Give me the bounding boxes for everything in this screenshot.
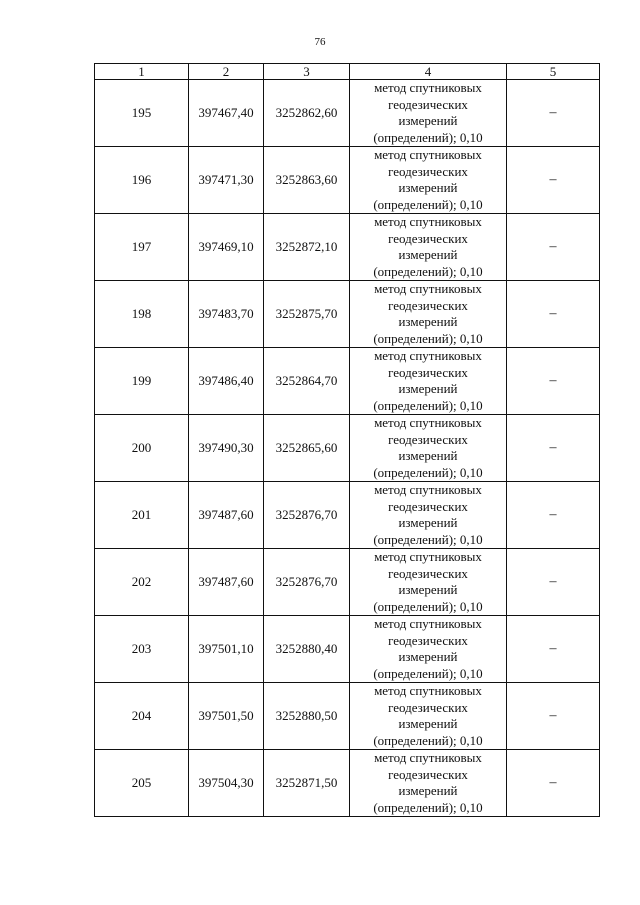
method-text-line: геодезических — [388, 431, 468, 447]
x-coordinate-cell: 397501,50 — [189, 683, 264, 750]
header-col-5: 5 — [507, 64, 600, 80]
method-text-line: геодезических — [388, 699, 468, 715]
table-row — [95, 147, 600, 214]
method-text-line: измерений — [398, 381, 458, 396]
method-text-line: измерений — [398, 783, 458, 798]
table-row — [95, 214, 600, 281]
x-coordinate-cell: 397471,30 — [189, 147, 264, 214]
table-body — [95, 80, 600, 817]
y-coordinate-cell: 3252864,70 — [264, 348, 350, 415]
header-col-3: 3 — [264, 64, 350, 80]
x-coordinate-cell: 397487,60 — [189, 482, 264, 549]
method-text-line: измерений — [398, 716, 458, 731]
method-text-line: метод спутниковых — [374, 482, 482, 497]
point-number-cell: 197 — [95, 214, 189, 281]
table-header-row — [95, 64, 600, 80]
method-text-line: геодезических — [388, 364, 468, 380]
y-coordinate-cell: 3252863,60 — [264, 147, 350, 214]
col5-dash-cell: – — [507, 616, 600, 683]
method-text-line: метод спутниковых — [374, 750, 482, 765]
method-text-line: (определений); 0,10 — [373, 129, 483, 145]
y-coordinate-cell: 3252872,10 — [264, 214, 350, 281]
method-cell — [350, 616, 507, 683]
method-text-line: измерений — [398, 314, 458, 329]
x-coordinate-cell: 397487,60 — [189, 549, 264, 616]
method-text-line: геодезических — [388, 498, 468, 514]
method-text-line: (определений); 0,10 — [373, 665, 483, 681]
method-text-line: (определений); 0,10 — [373, 598, 483, 614]
y-coordinate-cell: 3252880,40 — [264, 616, 350, 683]
method-text-line: геодезических — [388, 96, 468, 112]
table-row — [95, 616, 600, 683]
method-cell — [350, 750, 507, 817]
method-cell — [350, 80, 507, 147]
x-coordinate-cell: 397469,10 — [189, 214, 264, 281]
x-coordinate-cell: 397483,70 — [189, 281, 264, 348]
method-cell — [350, 415, 507, 482]
col5-dash-cell: – — [507, 415, 600, 482]
header-col-2: 2 — [189, 64, 264, 80]
table-row — [95, 80, 600, 147]
method-text-line: измерений — [398, 113, 458, 128]
point-number-cell: 198 — [95, 281, 189, 348]
col5-dash-cell: – — [507, 147, 600, 214]
table-row — [95, 281, 600, 348]
header-col-4: 4 — [350, 64, 507, 80]
y-coordinate-cell: 3252862,60 — [264, 80, 350, 147]
method-text-line: измерений — [398, 649, 458, 664]
method-text-line: метод спутниковых — [374, 348, 482, 363]
point-number-cell: 199 — [95, 348, 189, 415]
method-cell — [350, 549, 507, 616]
y-coordinate-cell: 3252876,70 — [264, 482, 350, 549]
y-coordinate-cell: 3252876,70 — [264, 549, 350, 616]
method-text-line: геодезических — [388, 297, 468, 313]
method-text-line: (определений); 0,10 — [373, 397, 483, 413]
header-col-1: 1 — [95, 64, 189, 80]
col5-dash-cell: – — [507, 482, 600, 549]
point-number-cell: 203 — [95, 616, 189, 683]
table-row — [95, 348, 600, 415]
method-text-line: геодезических — [388, 230, 468, 246]
col5-dash-cell: – — [507, 214, 600, 281]
col5-dash-cell: – — [507, 281, 600, 348]
method-text-line: измерений — [398, 582, 458, 597]
method-text-line: метод спутниковых — [374, 80, 482, 95]
method-text-line: метод спутниковых — [374, 549, 482, 564]
x-coordinate-cell: 397467,40 — [189, 80, 264, 147]
method-text-line: геодезических — [388, 632, 468, 648]
table-row — [95, 482, 600, 549]
method-cell — [350, 482, 507, 549]
y-coordinate-cell: 3252865,60 — [264, 415, 350, 482]
method-text-line: метод спутниковых — [374, 415, 482, 430]
method-text-line: (определений); 0,10 — [373, 330, 483, 346]
x-coordinate-cell: 397490,30 — [189, 415, 264, 482]
method-cell — [350, 214, 507, 281]
method-text-line: геодезических — [388, 766, 468, 782]
col5-dash-cell: – — [507, 750, 600, 817]
coordinates-table — [94, 63, 600, 817]
method-text-line: (определений); 0,10 — [373, 732, 483, 748]
x-coordinate-cell: 397486,40 — [189, 348, 264, 415]
x-coordinate-cell: 397501,10 — [189, 616, 264, 683]
table-row — [95, 683, 600, 750]
method-cell — [350, 147, 507, 214]
col5-dash-cell: – — [507, 549, 600, 616]
method-text-line: измерений — [398, 180, 458, 195]
x-coordinate-cell: 397504,30 — [189, 750, 264, 817]
method-text-line: (определений); 0,10 — [373, 263, 483, 279]
method-text-line: метод спутниковых — [374, 683, 482, 698]
method-text-line: измерений — [398, 448, 458, 463]
method-text-line: метод спутниковых — [374, 147, 482, 162]
page-number: 76 — [314, 36, 326, 48]
method-text-line: геодезических — [388, 565, 468, 581]
point-number-cell: 201 — [95, 482, 189, 549]
table-row — [95, 750, 600, 817]
table-row — [95, 549, 600, 616]
method-text-line: метод спутниковых — [374, 214, 482, 229]
col5-dash-cell: – — [507, 80, 600, 147]
method-cell — [350, 348, 507, 415]
method-text-line: (определений); 0,10 — [373, 799, 483, 815]
method-text-line: (определений); 0,10 — [373, 464, 483, 480]
method-cell — [350, 281, 507, 348]
method-text-line: измерений — [398, 515, 458, 530]
method-text-line: метод спутниковых — [374, 281, 482, 296]
point-number-cell: 196 — [95, 147, 189, 214]
point-number-cell: 202 — [95, 549, 189, 616]
method-text-line: метод спутниковых — [374, 616, 482, 631]
table-row — [95, 415, 600, 482]
y-coordinate-cell: 3252880,50 — [264, 683, 350, 750]
y-coordinate-cell: 3252871,50 — [264, 750, 350, 817]
point-number-cell: 200 — [95, 415, 189, 482]
point-number-cell: 195 — [95, 80, 189, 147]
point-number-cell: 205 — [95, 750, 189, 817]
method-cell — [350, 683, 507, 750]
method-text-line: (определений); 0,10 — [373, 196, 483, 212]
col5-dash-cell: – — [507, 348, 600, 415]
method-text-line: (определений); 0,10 — [373, 531, 483, 547]
y-coordinate-cell: 3252875,70 — [264, 281, 350, 348]
col5-dash-cell: – — [507, 683, 600, 750]
point-number-cell: 204 — [95, 683, 189, 750]
method-text-line: геодезических — [388, 163, 468, 179]
method-text-line: измерений — [398, 247, 458, 262]
